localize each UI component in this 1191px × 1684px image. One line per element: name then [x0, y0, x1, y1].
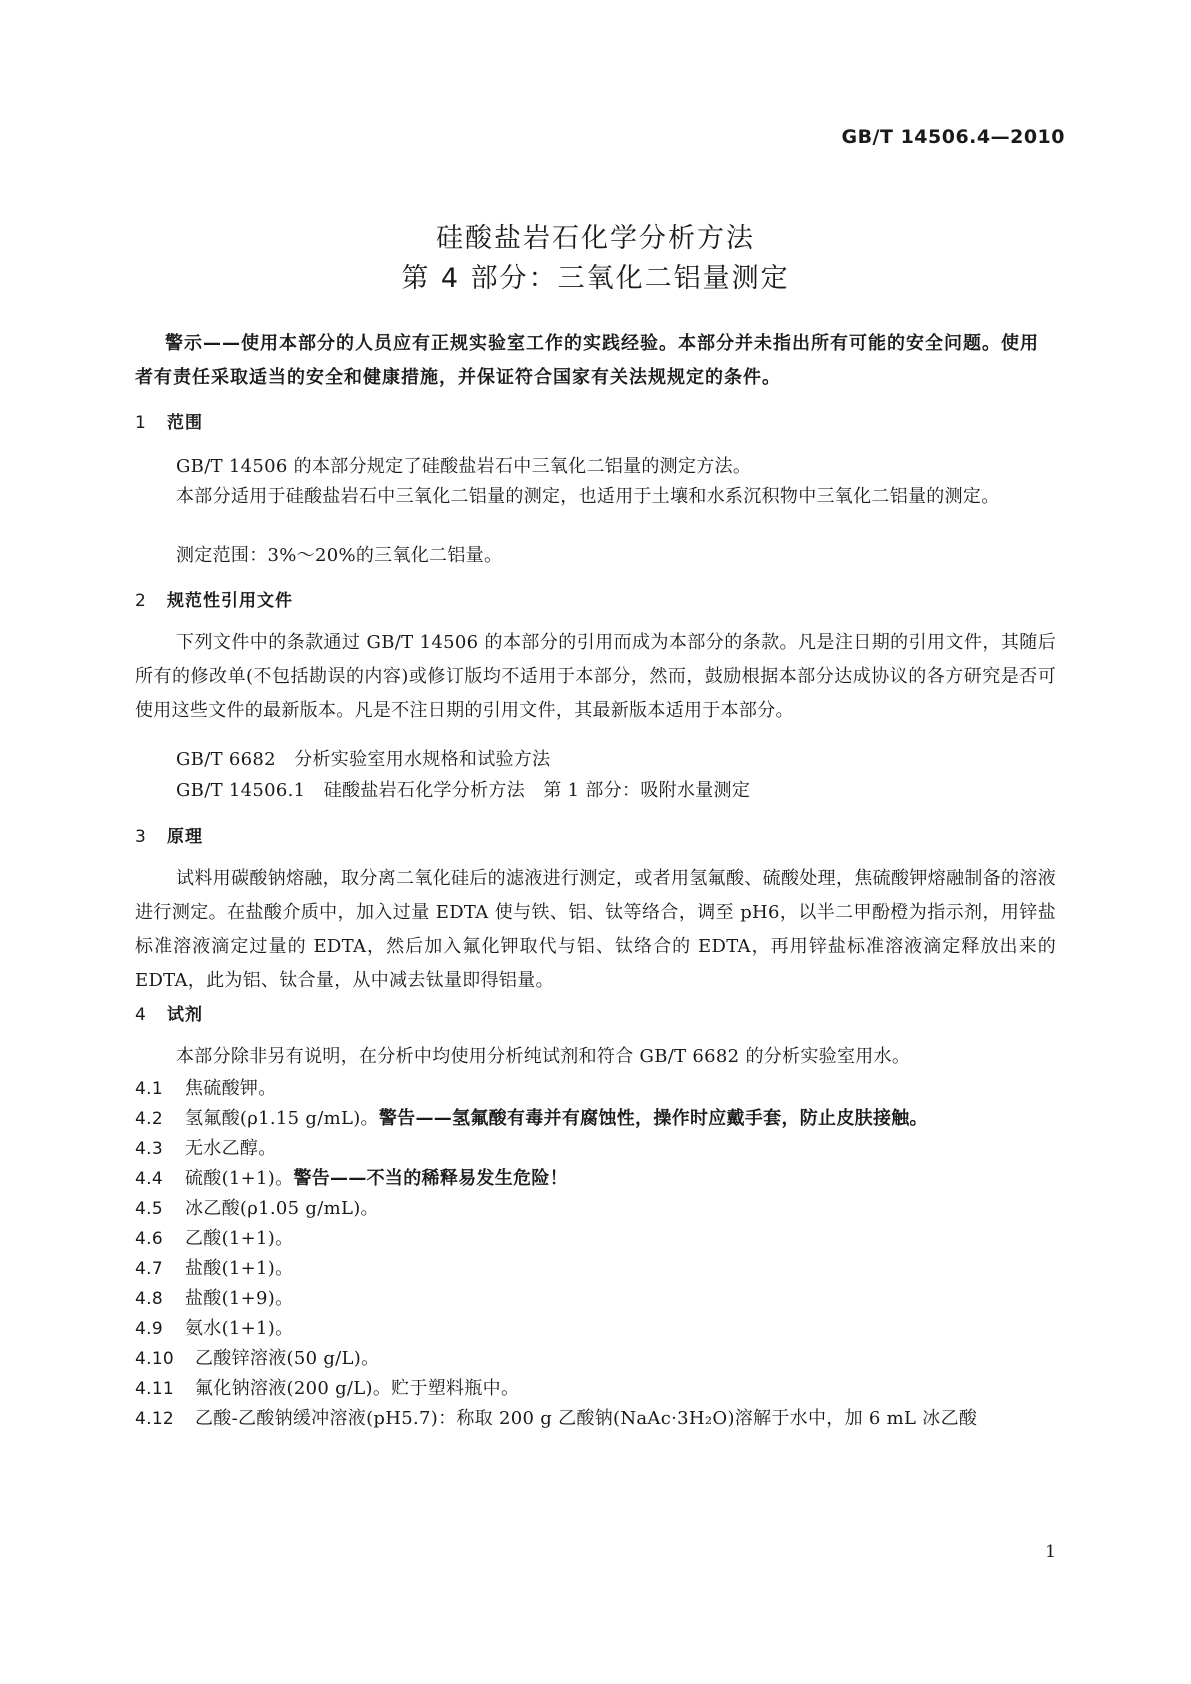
reference-gbt-6682: GB/T 6682 分析实验室用水规格和试验方法	[176, 749, 551, 770]
normative-references-paragraph: 下列文件中的条款通过 GB/T 14506 的本部分的引用而成为本部分的条款。凡是注日期的引用文件，其随后所有的修改单(不包括勘误的内容)或修订版均不适用于本部分，然而，鼓励根据本部分达成协议的各方研究是否可使用这些文件的最新版本。凡是不注日期的引用文件，其最新版本适用于本部分。	[135, 632, 1056, 721]
safety-warning: 警示——使用本部分的人员应有正规实验室工作的实践经验。本部分并未指出所有可能的安全问题。使用者有责任采取适当的安全和健康措施，并保证符合国家有关法规规定的条件。	[135, 333, 1039, 388]
section-1-heading	[135, 408, 203, 433]
section-title: 原理	[167, 827, 203, 847]
hazard-warning: 警告——氢氟酸有毒并有腐蚀性，操作时应戴手套，防止皮肤接触。	[378, 1108, 928, 1129]
reagent-item: 4.6 乙酸(1+1)。	[135, 1228, 294, 1249]
reagent-item: 4.9 氨水(1+1)。	[135, 1318, 294, 1339]
section-number: 1	[135, 413, 147, 433]
section-3-heading	[135, 822, 203, 847]
section-2-heading	[135, 586, 293, 611]
reagent-item: 4.3 无水乙醇。	[135, 1138, 277, 1159]
reagent-item: 4.4 硫酸(1+1)。警告——不当的稀释易发生危险！	[135, 1168, 568, 1189]
reference-gbt-14506-1: GB/T 14506.1 硅酸盐岩石化学分析方法 第 1 部分：吸附水量测定	[176, 780, 751, 801]
hazard-warning: 警告——不当的稀释易发生危险！	[293, 1168, 568, 1189]
section-title: 范围	[167, 413, 203, 433]
document-title-line2: 第 4 部分：三氧化二铝量测定	[401, 263, 790, 294]
scope-paragraph-3: 测定范围：3%～20%的三氧化二铝量。	[176, 545, 503, 566]
reagent-item: 4.2 氢氟酸(ρ1.15 g/mL)。警告——氢氟酸有毒并有腐蚀性，操作时应戴手套，防止皮肤接触。	[135, 1108, 928, 1129]
section-title: 规范性引用文件	[167, 591, 293, 611]
scope-paragraph-1: GB/T 14506 的本部分规定了硅酸盐岩石中三氧化二铝量的测定方法。	[176, 456, 752, 477]
reagent-item: 4.10 乙酸锌溶液(50 g/L)。	[135, 1348, 380, 1369]
section-number: 2	[135, 591, 147, 611]
reagent-item: 4.5 冰乙酸(ρ1.05 g/mL)。	[135, 1198, 379, 1219]
reagents-intro-paragraph: 本部分除非另有说明，在分析中均使用分析纯试剂和符合 GB/T 6682 的分析实验室用水。	[176, 1046, 911, 1067]
section-title: 试剂	[167, 1005, 203, 1025]
reagent-item: 4.12 乙酸-乙酸钠缓冲溶液(pH5.7)：称取 200 g 乙酸钠(NaAc·3H₂O)溶解于水中，加 6 mL 冰乙酸	[135, 1408, 978, 1429]
section-number: 4	[135, 1005, 147, 1025]
reagent-item: 4.7 盐酸(1+1)。	[135, 1258, 294, 1279]
section-number: 3	[135, 827, 147, 847]
section-4-heading	[135, 1000, 203, 1025]
reagent-item: 4.8 盐酸(1+9)。	[135, 1288, 294, 1309]
page-number: 1	[1045, 1542, 1056, 1562]
reagent-item: 4.11 氟化钠溶液(200 g/L)。贮于塑料瓶中。	[135, 1378, 520, 1399]
document-title-line1: 硅酸盐岩石化学分析方法	[436, 223, 755, 254]
principle-paragraph: 试料用碳酸钠熔融，取分离二氧化硅后的滤液进行测定，或者用氢氟酸、硫酸处理，焦硫酸钾熔融制备的溶液进行测定。在盐酸介质中，加入过量 EDTA 使与铁、铝、钛等络合，调至 pH6，以半二甲酚橙为指示剂，用锌盐标准溶液滴定过量的 EDTA，然后加入氟化钾取代与铝、钛络合的 EDTA，再用锌盐标准溶液滴定释放出来的 EDTA，此为铝、钛合量，从中减去钛量即得铝量。	[135, 868, 1056, 991]
scope-paragraph-2: 本部分适用于硅酸盐岩石中三氧化二铝量的测定，也适用于土壤和水系沉积物中三氧化二铝量的测定。	[176, 486, 1000, 507]
reagent-item: 4.1 焦硫酸钾。	[135, 1078, 277, 1099]
standard-number: GB/T 14506.4—2010	[841, 126, 1065, 148]
